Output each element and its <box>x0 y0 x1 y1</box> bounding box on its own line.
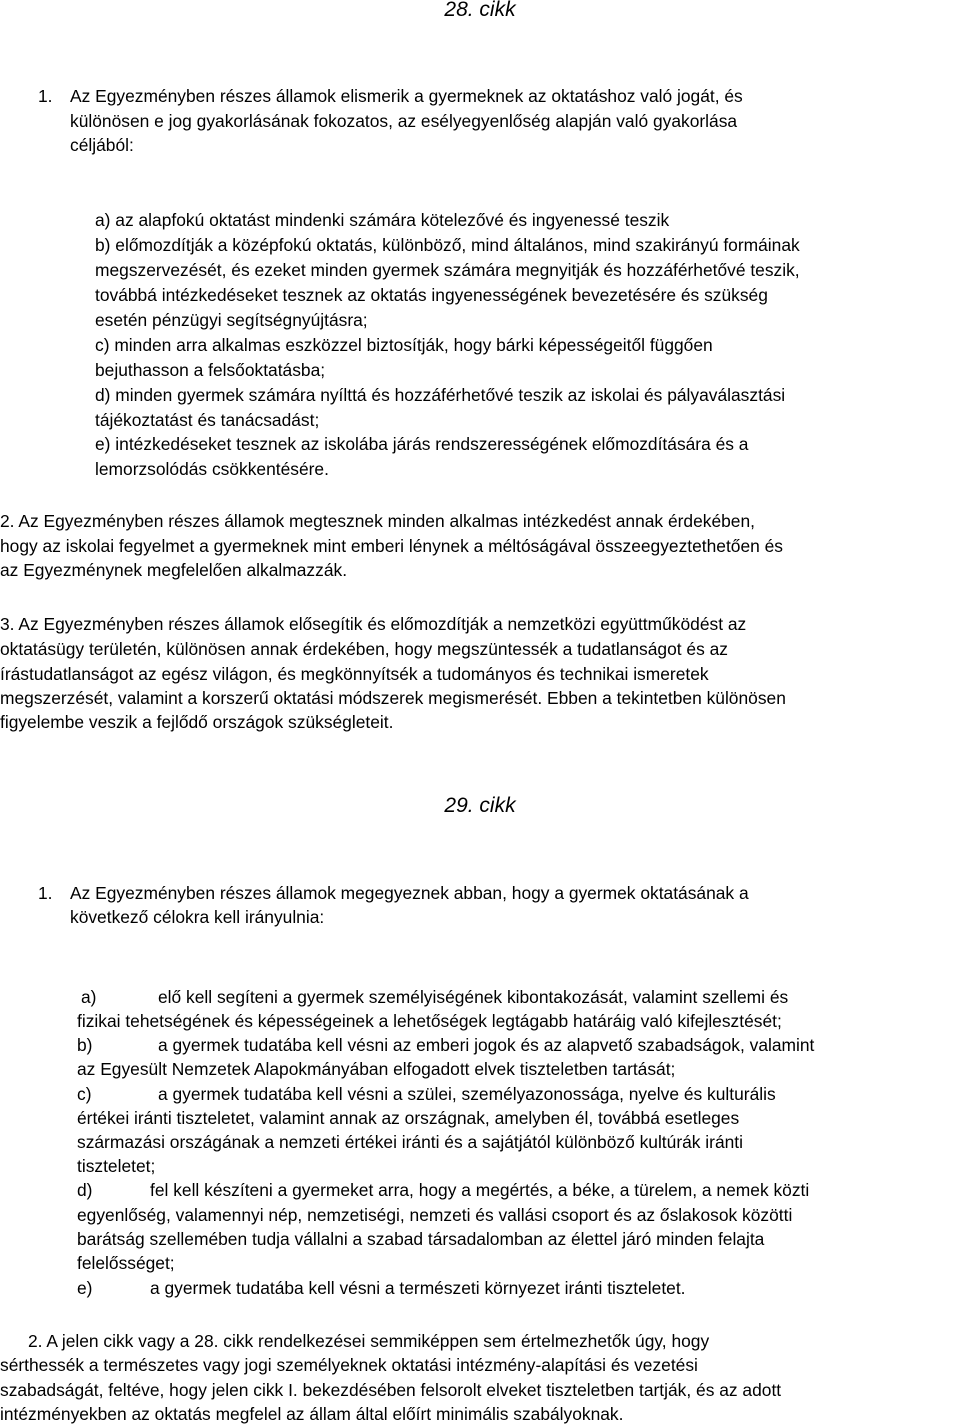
art28-p3-line: megszerzését, valamint a korszerű oktatási módszerek megismerését. Ebben a tekintetben különösen <box>0 688 786 708</box>
art28-p2-line: az Egyezménynek megfelelően alkalmazzák. <box>0 560 348 580</box>
art29-item-label: c) <box>77 1084 92 1104</box>
art28-item-line: a) az alapfokú oktatást mindenki számára kötelezővé és ingyenessé teszik <box>95 210 670 230</box>
art28-item-line: c) minden arra alkalmas eszközzel biztosítják, hogy bárki képességeitől függően <box>95 335 713 355</box>
art29-item-line: elő kell segíteni a gyermek személyiségének kibontakozását, valamint szellemi és <box>158 987 789 1007</box>
art29-item-line: a gyermek tudatába kell vésni az emberi jogok és az alapvető szabadságok, valamint <box>158 1035 815 1055</box>
art29-item-line: a gyermek tudatába kell vésni a természeti környezet iránti tiszteletet. <box>150 1278 686 1298</box>
art29-item-line: az Egyesült Nemzetek Alapokmányában elfogadott elvek tiszteletben tartását; <box>77 1059 676 1079</box>
art28-item-line: megszervezését, és ezeket minden gyermek számára megnyitják és hozzáférhetővé teszik, <box>95 260 800 280</box>
art28-p2-line: hogy az iskolai fegyelmet a gyermeknek mint emberi lénynek a méltóságával összeegyeztethetően és <box>0 536 783 556</box>
art29-p1-number: 1. <box>38 883 53 903</box>
art29-p2-line: intézményekben az oktatás megfelel az állam által előírt minimális szabályoknak. <box>0 1404 624 1424</box>
art29-item-line: a gyermek tudatába kell vésni a szülei, személyazonossága, nyelve és kulturális <box>158 1084 776 1104</box>
art29-item-line: fizikai tehetségének és képességeinek a lehetőségek legtágabb határáig való kifejlesztését; <box>77 1011 782 1031</box>
art29-item-label: e) <box>77 1278 93 1298</box>
art28-item-line: tájékoztatást és tanácsadást; <box>95 410 320 430</box>
art28-item-line: esetén pénzügyi segítségnyújtásra; <box>95 310 368 330</box>
art29-p2-line: 2. A jelen cikk vagy a 28. cikk rendelkezései semmiképpen sem értelmezhetők úgy, hogy <box>28 1331 710 1351</box>
art28-item-line: bejuthasson a felsőoktatásba; <box>95 360 326 380</box>
art29-p1-line: Az Egyezményben részes államok megegyeznek abban, hogy a gyermek oktatásának a <box>70 883 749 903</box>
art28-item-line: e) intézkedéseket tesznek az iskolába járás rendszerességének előmozdítására és a <box>95 434 749 454</box>
art28-item-line: lemorzsolódás csökkentésére. <box>95 459 329 479</box>
art29-item-line: származási országának a nemzeti értékei iránti és a sajátjától különböző kultúrák iránti <box>77 1132 743 1152</box>
art29-item-line: fel kell készíteni a gyermeket arra, hogy a megértés, a béke, a türelem, a nemek közti <box>150 1180 810 1200</box>
art28-item-line: b) előmozdítják a középfokú oktatás, különböző, mind általános, mind szakirányú formáinak <box>95 235 800 255</box>
art29-item-line: tiszteletet; <box>77 1156 156 1176</box>
art28-item-line: továbbá intézkedéseket tesznek az oktatás ingyenességének bevezetésére és szükség <box>95 285 768 305</box>
art28-p1-line: Az Egyezményben részes államok elismerik a gyermeknek az oktatáshoz való jogát, és <box>70 86 743 106</box>
art28-p1-line: különösen e jog gyakorlásának fokozatos, az esélyegyenlőség alapján való gyakorlása <box>70 111 738 131</box>
art28-item-line: d) minden gyermek számára nyílttá és hozzáférhetővé teszik az iskolai és pályaválasztási <box>95 385 786 405</box>
art29-p1-line: következő célokra kell irányulnia: <box>70 907 325 927</box>
article-29-title: 29. cikk <box>444 794 516 817</box>
art28-p2-line: 2. Az Egyezményben részes államok megtesznek minden alkalmas intézkedést annak érdekében, <box>0 511 755 531</box>
art29-item-label: b) <box>77 1035 93 1055</box>
art29-item-line: felelősséget; <box>77 1253 175 1273</box>
art28-p1-number: 1. <box>38 86 53 106</box>
art28-p3-line: figyelembe veszik a fejlődő országok szükségleteit. <box>0 712 394 732</box>
art29-item-line: barátság szellemében tudja vállalni a szabad társadalomban az élettel járó minden felajta <box>77 1229 765 1249</box>
art28-p3-line: írástudatlanságot az egész világon, és megkönnyítsék a tudományos és technikai ismeretek <box>0 664 709 684</box>
art29-p2-line: szabadságát, feltéve, hogy jelen cikk I. bekezdésében felsorolt elveket tiszteletben tartják, és az adott <box>0 1380 782 1400</box>
art29-item-label: a) <box>81 987 97 1007</box>
art28-p3-line: oktatásügy területén, különösen annak érdekében, hogy megszüntessék a tudatlanságot és az <box>0 639 728 659</box>
art29-item-line: értékei iránti tiszteletet, valamint annak az országnak, amelyben él, továbbá esetleges <box>77 1108 740 1128</box>
article-28-title: 28. cikk <box>444 0 516 21</box>
art29-p2-line: sérthessék a természetes vagy jogi személyeknek oktatási intézmény-alapítási és vezetési <box>0 1355 698 1375</box>
art28-p3-line: 3. Az Egyezményben részes államok elősegítik és előmozdítják a nemzetközi együttműködést az <box>0 614 747 634</box>
art29-item-label: d) <box>77 1180 93 1200</box>
art28-p1-line: céljából: <box>70 135 134 155</box>
art29-item-line: egyenlőség, valamennyi nép, nemzetiségi, nemzeti és vallási csoport és az őslakosok közötti <box>77 1205 793 1225</box>
